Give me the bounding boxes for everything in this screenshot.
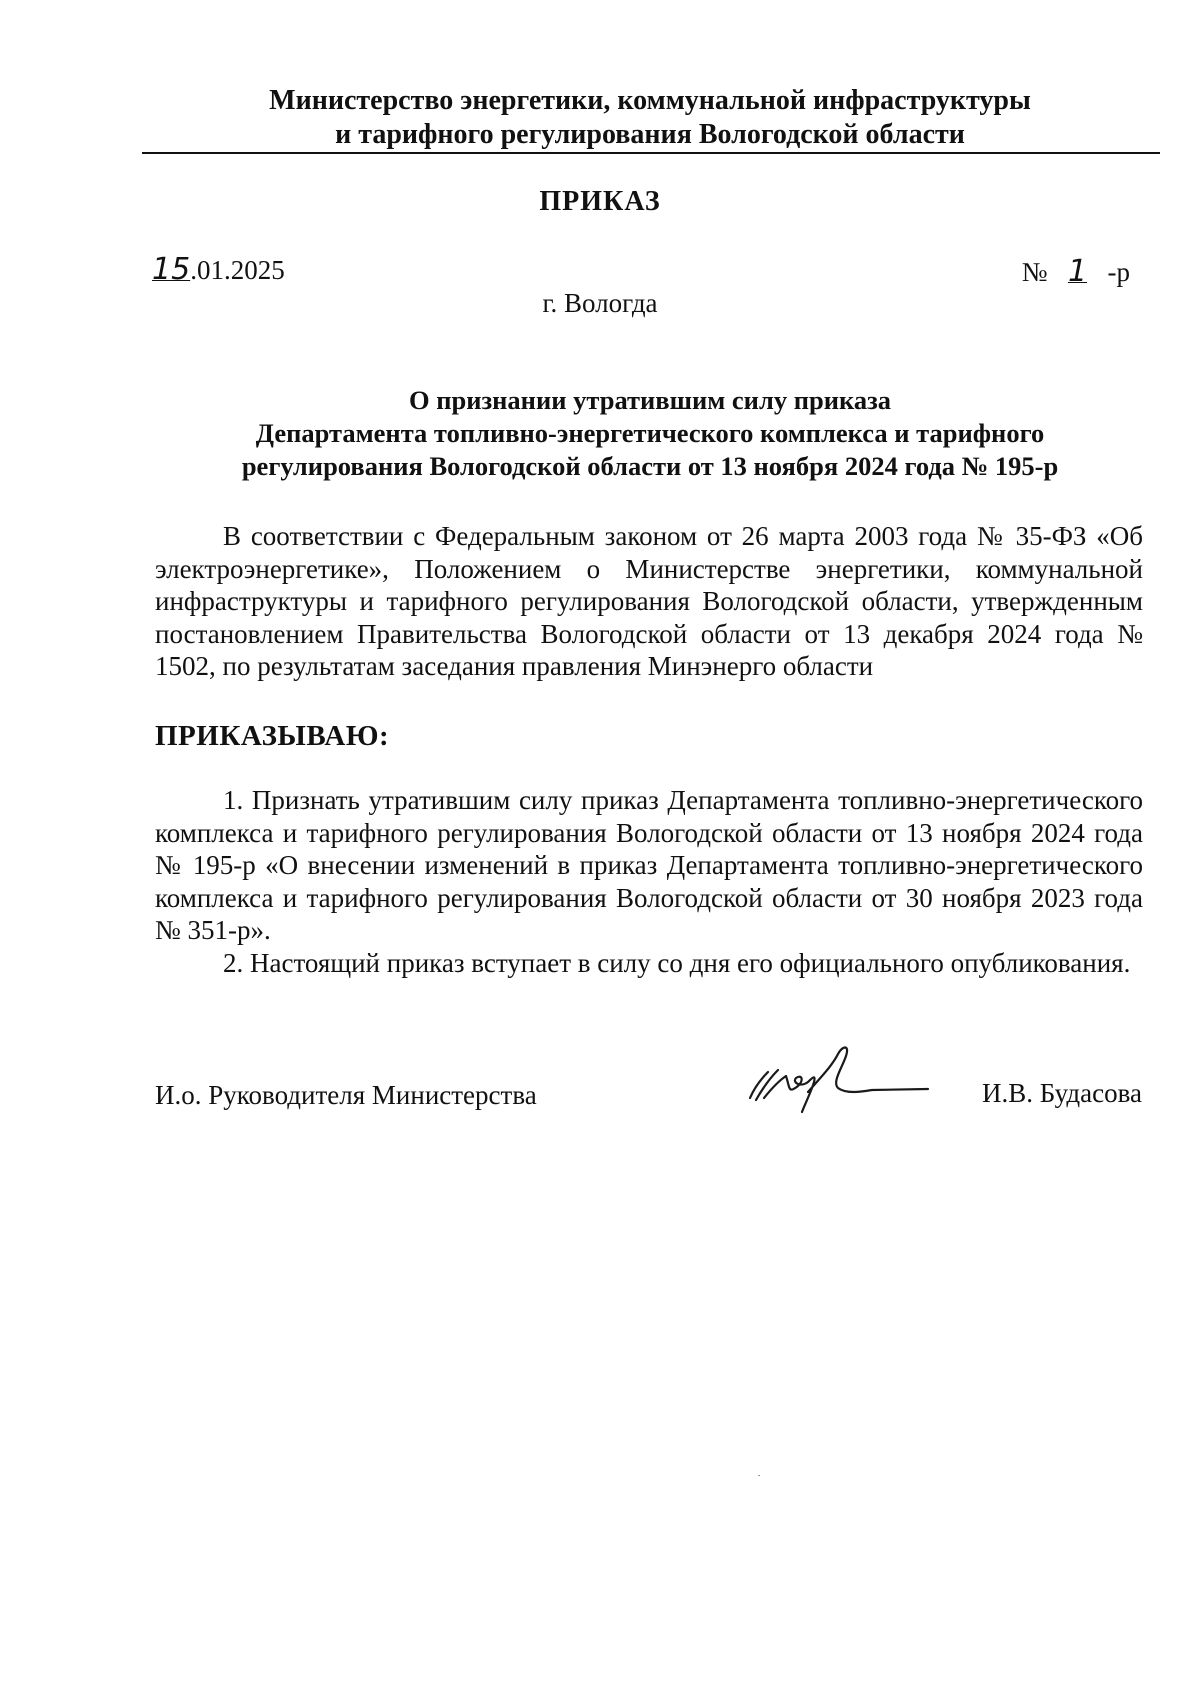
order-item-1: 1. Признать утратившим силу приказ Департамента топливно-энергетического комплекса и тарифного регулирования Вологодской области от 13 ноября 2024 года № 195-р «О внесении изменений в приказ Департамента топливно-энергетического комплекса и тарифного регулирования Вологодской области от 30 ноября 2023 года № 351-р». xyxy=(155,785,1143,945)
number-suffix: -р xyxy=(1107,257,1130,287)
ministry-header xyxy=(140,84,1160,152)
header-divider xyxy=(142,152,1160,154)
number-prefix: № xyxy=(1021,257,1048,287)
subject-line2: Департамента топливно-энергетического комплекса и тарифного xyxy=(255,418,1045,448)
order-item-2: 2. Настоящий приказ вступает в силу со дня его официального опубликования. xyxy=(223,947,1131,978)
date-day-handwritten: 15 xyxy=(152,252,191,287)
document-title: ПРИКАЗ xyxy=(539,186,661,217)
handwritten-signature-icon xyxy=(742,1036,932,1116)
document-subject xyxy=(160,384,1140,483)
number-value-handwritten: 1 xyxy=(1067,254,1088,289)
document-number xyxy=(1022,254,1130,289)
signer-name: И.В. Будасова xyxy=(982,1078,1142,1108)
order-keyword: ПРИКАЗЫВАЮ: xyxy=(155,720,390,752)
document-city: г. Вологда xyxy=(542,288,658,318)
ministry-header-line1: Министерство энергетики, коммунальной инфраструктуры xyxy=(269,85,1031,116)
scan-speck xyxy=(758,1475,760,1476)
subject-line1: О признании утратившим силу приказа xyxy=(409,385,891,415)
preamble-section xyxy=(155,520,1143,683)
document-date xyxy=(152,252,285,287)
preamble-paragraph: В соответствии с Федеральным законом от 26 марта 2003 года № 35-ФЗ «Об электроэнергетике», Положением о Министерстве энергетики, коммунальной инфраструктуры и тарифного регулирования Вологодской области, утвержденным постановлением Правительства Вологодской области от 13 декабря 2024 года № 1502, по результатам заседания правления Минэнерго области xyxy=(155,521,1143,681)
subject-line3: регулирования Вологодской области от 13 ноября 2024 года № 195-р xyxy=(241,451,1059,481)
signer-position: И.о. Руководителя Министерства xyxy=(155,1080,537,1110)
ministry-header-line2: и тарифного регулирования Вологодской области xyxy=(335,119,965,150)
order-items xyxy=(155,784,1143,979)
date-rest: .01.2025 xyxy=(190,255,285,285)
